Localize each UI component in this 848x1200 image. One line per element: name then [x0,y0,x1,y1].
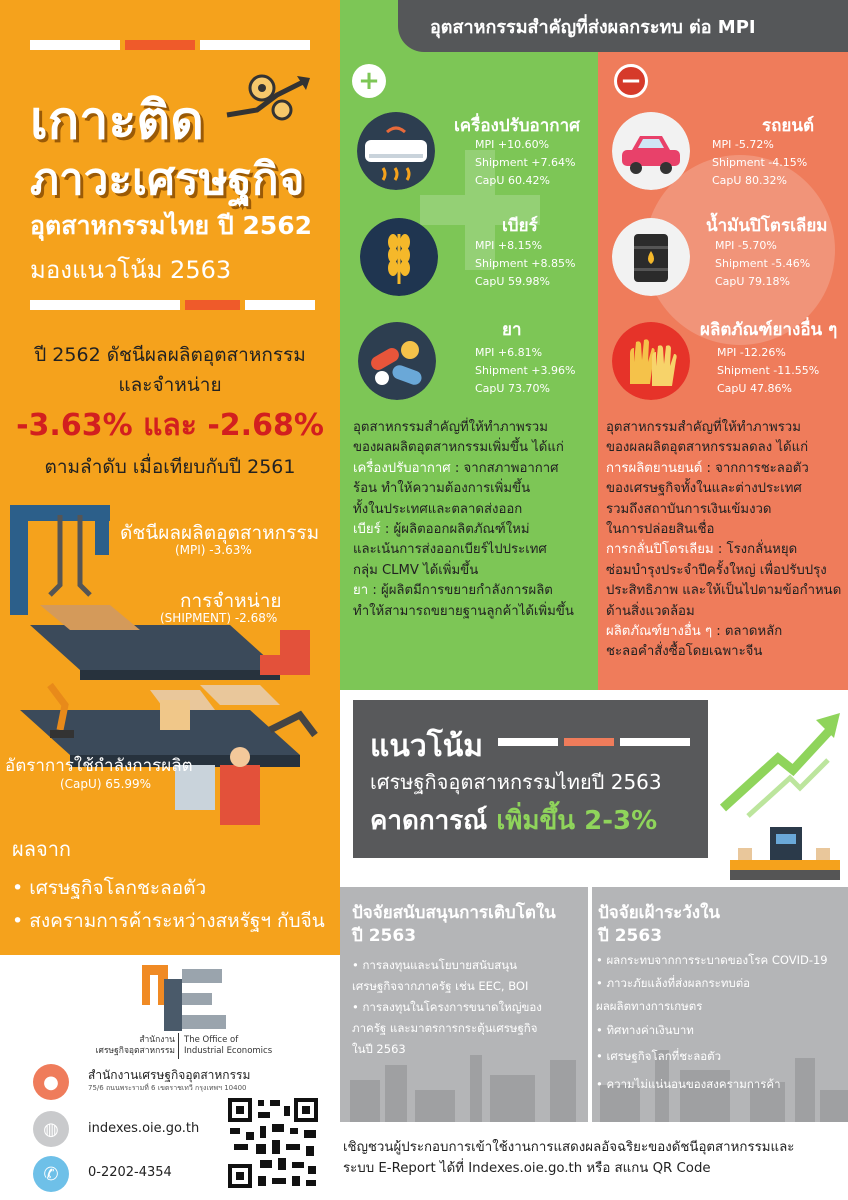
org-thai-name: สำนักงาน เศรษฐกิจอุตสาหกรรม [95,1035,175,1056]
plus-icon: + [352,64,386,98]
subtitle-line1: อุตสาหกรรมไทย ปี 2562 [30,211,313,240]
pills-icon [358,322,436,400]
index-line2: และจำหน่าย [118,374,222,396]
main-title-line1: เกาะติด [30,91,204,151]
product-capu: CapU 47.86% [717,382,792,395]
handshake-gears-icon [222,70,312,130]
top-stripe-red [125,40,195,50]
phone-number: 0-2202-4354 [88,1165,172,1180]
address-title: สำนักงานเศรษฐกิจอุตสาหกรรม [88,1068,251,1082]
product-capu: CapU 60.42% [475,174,550,187]
support-item: • การลงทุนและนโยบายสนับสนุน [352,958,517,972]
org-divider [178,1033,179,1059]
product-capu: CapU 79.18% [715,275,790,288]
globe-icon: ◍ [33,1111,69,1147]
mid-stripe-white [30,300,180,310]
shipment-value: (SHIPMENT) -2.68% [160,611,278,625]
rubber-gloves-icon [612,322,690,400]
footer-invitation: เชิญชวนผู้ประกอบการเข้าใช้งานการแสดงผลอัจฉริยะของดัชนีอุตสาหกรรมและ ระบบ E-Report ได้ที่ Indexes.oie.go.th หรือ สแกน QR Code [343,1140,795,1176]
section-header: อุตสาหกรรมสำคัญที่ส่งผลกระทบ ต่อ MPI [398,0,848,52]
trend-stripe-red [564,738,614,746]
product-name: ยา [502,320,522,340]
support-item: • การลงทุนในโครงการขนาดใหญ่ของ [352,1000,542,1014]
product-shipment: Shipment +8.85% [475,257,576,270]
result-item: • สงครามการค้าระหว่างสหรัฐฯ กับจีน [12,910,325,932]
mpi-label: ดัชนีผลผลิตอุตสาหกรรม [120,522,320,544]
product-shipment: Shipment +7.64% [475,156,576,169]
qr-code-icon[interactable] [226,1096,320,1190]
location-pin-icon: ● [33,1064,69,1100]
product-shipment: Shipment -11.55% [717,364,820,377]
subtitle-line2: มองแนวโน้ม 2563 [30,256,232,284]
oil-barrel-icon [612,218,690,296]
watch-item: • เศรษฐกิจโลกที่ชะลอตัว [596,1049,722,1063]
index-line1: ปี 2562 ดัชนีผลผลิตอุตสาหกรรม [34,344,306,366]
product-mpi: MPI +6.81% [475,346,543,359]
product-name: น้ำมันปิโตรเลียม [706,216,828,236]
result-item: • เศรษฐกิจโลกชะลอตัว [12,877,207,899]
address-detail: 75/6 ถนนพระรามที่ 6 เขตราชเทวี กรุงเทพฯ 10400 [88,1084,247,1092]
product-name: เบียร์ [502,216,538,236]
index-values: -3.63% และ -2.68% [16,408,324,443]
product-name: เครื่องปรับอากาศ [454,116,580,136]
website-link[interactable]: indexes.oie.go.th [88,1121,200,1136]
support-title-line1: ปัจจัยสนับสนุนการเติบโตใน [352,903,556,923]
watch-title-line2: ปี 2563 [598,926,663,946]
product-capu: CapU 73.70% [475,382,550,395]
trend-subtitle: เศรษฐกิจอุตสาหกรรมไทยปี 2563 [370,770,662,794]
negative-paragraph: อุตสาหกรรมสำคัญที่ให้ทำภาพรวม ของผลผลิตอุตสาหกรรมลดลง ได้แก่ การผลิตยานยนต์ : จากการชะลอตัว ของเศรษฐกิจทั้งในและต่างประเทศ รวมถึงสถาบันการเงินเข้มงวด ในการปล่อยสินเชื่อ การกลั่นปิโตรเลียม : โรงกลั่นหยุด ซ่อมบำรุงประจำปีครั้งใหญ่ เพื่อปรับปรุง ประสิทธิภาพ และให้เป็นไปตามข้อกำหนด ด้านสิ่งแวดล้อม ผลิตภัณฑ์ยางอื่น ๆ : ตลาดหลัก ชะลอคำสั่งซื้อโดยเฉพาะจีน [606,420,842,660]
growth-arrow-icon [718,708,843,818]
index-line3: ตามลำดับ เมื่อเทียบกับปี 2561 [44,456,296,478]
trend-forecast: คาดการณ์ เพิ่มขึ้น 2-3% [370,806,658,836]
product-mpi: MPI -12.26% [717,346,786,359]
positive-paragraph: อุตสาหกรรมสำคัญที่ให้ทำภาพรวม ของผลผลิตอุตสาหกรรมเพิ่มขึ้น ได้แก่ เครื่องปรับอากาศ : จากสภาพอากาศ ร้อน ทำให้ความต้องการเพิ่มขึ้น ทั้งในประเทศและตลาดส่งออก เบียร์ : ผู้ผลิตออกผลิตภัณฑ์ใหม่ และเน้นการส่งออกเบียร์ไปประเทศ กลุ่ม CLMV ได้เพิ่มขึ้น ยา : ผู้ผลิตมีการขยายกำลังการผลิต ทำให้สามารถขยายฐานลูกค้าได้เพิ่มขึ้น [353,420,574,619]
product-mpi: MPI -5.70% [715,239,777,252]
mpi-value: (MPI) -3.63% [175,543,252,557]
top-stripe-white [30,40,120,50]
minus-icon: − [614,64,648,98]
product-name: ผลิตภัณฑ์ยางอื่น ๆ [700,320,838,340]
support-item: ในปี 2563 [352,1042,406,1056]
watch-item: • ผลกระทบจากการระบาดของโรค COVID-19 [596,953,828,967]
product-capu: CapU 59.98% [475,275,550,288]
trend-title: แนวโน้ม [370,729,484,764]
product-capu: CapU 80.32% [712,174,787,187]
air-conditioner-icon [357,112,435,190]
product-mpi: MPI +8.15% [475,239,543,252]
support-title-line2: ปี 2563 [352,926,417,946]
wheat-icon [360,218,438,296]
capu-label: อัตราการใช้กำลังการผลิต [5,756,193,776]
mid-stripe-red [185,300,240,310]
trend-stripe-white2 [620,738,690,746]
product-shipment: Shipment -4.15% [712,156,808,169]
watch-item: • ภาวะภัยแล้งที่ส่งผลกระทบต่อ [596,976,751,990]
main-title-line2: ภาวะเศรษฐกิจ [30,154,305,205]
mid-stripe-white2 [245,300,315,310]
conveyor-machine-icon [730,822,840,887]
product-shipment: Shipment -5.46% [715,257,811,270]
top-stripe-white2 [200,40,310,50]
result-title: ผลจาก [12,837,72,861]
support-item: เศรษฐกิจจากภาครัฐ เช่น EEC, BOI [352,979,529,993]
phone-icon: ✆ [33,1156,69,1192]
org-logo-icon [142,965,226,1031]
shipment-label: การจำหน่าย [180,590,282,612]
product-shipment: Shipment +3.96% [475,364,576,377]
car-icon [612,112,690,190]
support-item: ภาครัฐ และมาตรการกระตุ้นเศรษฐกิจ [352,1021,538,1035]
watch-title-line1: ปัจจัยเฝ้าระวังใน [598,903,721,923]
capu-value: (CapU) 65.99% [60,777,152,791]
watch-item: • ทิศทางค่าเงินบาท [596,1023,694,1037]
watch-item: • ความไม่แน่นอนของสงครามการค้า [596,1077,781,1091]
product-name: รถยนต์ [762,116,815,136]
watch-item: ผลผลิตทางการเกษตร [596,999,703,1013]
product-mpi: MPI -5.72% [712,138,774,151]
product-mpi: MPI +10.60% [475,138,550,151]
trend-stripe-white [498,738,558,746]
org-english-name: The Office of Industrial Economics [184,1035,273,1056]
